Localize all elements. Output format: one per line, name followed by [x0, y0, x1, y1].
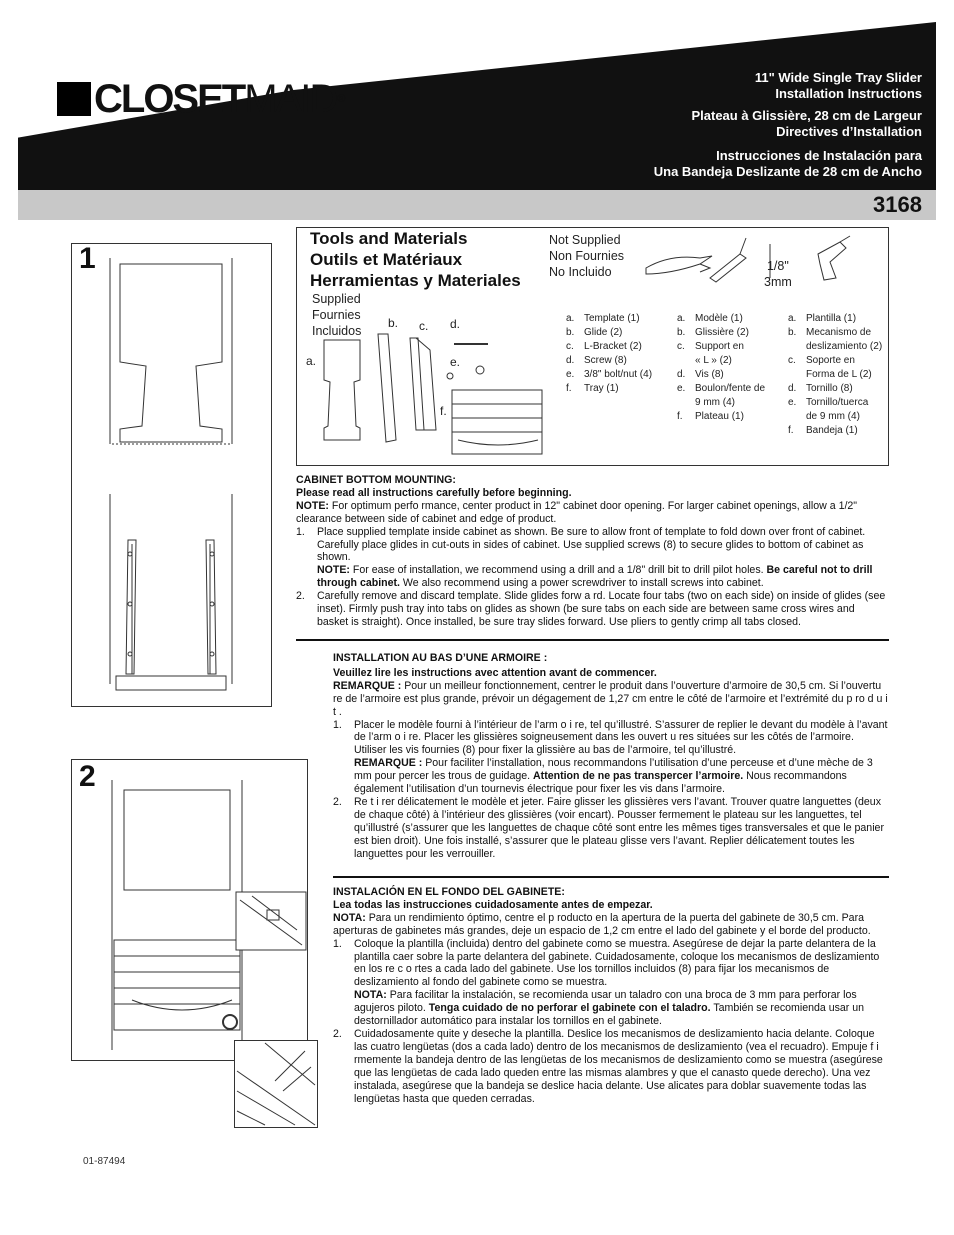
en-subheading: Please read all instructions carefully before beginning. — [296, 486, 572, 499]
tools-title-en: Tools and Materials — [310, 229, 468, 248]
list-item: « L » (2) — [695, 355, 732, 366]
figure-2-illustration — [72, 760, 307, 1060]
model-number: 3168 — [873, 192, 922, 217]
title-es-line1: Instrucciones de Instalación para — [716, 148, 922, 163]
fr-step-2: 2. Re t i rer délicatement le modèle et jeter. Faire glisser les glissières vers l’avant. Trouver quatre languettes (deux de chaque côté) à l’intérieur des glissières (voir encart). Pousser fermement le plateau sur les languettes, tel qu’illustré (s’assurer que les languettes de chaque côté sont entre les mêmes tiges transversales et que le panier est bien droit). Une fois installé, s’assurer que le plateau glisse vers l’avant. Replier délicatement toutes les languettes pour les verrouiller. — [333, 795, 884, 860]
list-item: b. Glide (2) — [566, 327, 623, 338]
section-divider — [296, 639, 889, 641]
list-item: de 9 mm (4) — [806, 411, 860, 422]
en-step-2: 2. Carefully remove and discard template. Slide glides forw a rd. Locate four tabs (two on each side) on inside of glides (see inset). Firmly push tray into tabs on glides as shown (be sure tabs on each side are between same cross wires and basket is straight). Once installed, be sure tray slides forward. Use pliers to gently crimp all tabs closed. — [296, 590, 886, 628]
figure-2-number: 2 — [79, 760, 96, 793]
part-letter-f: f. — [440, 404, 447, 418]
part-letter-a: a. — [306, 354, 317, 368]
fr-step-1-note: REMARQUE : Pour faciliter l’installation, nous recommandons l’utilisation d’une perceuse et d’une mèche de 3 mm pour percer les trous de guidage. Attention de ne pas transpercer l’armoire. Nous recommandons également l’utilisation d’un tournevis électrique pour fixer les vis dans l’armoire. — [354, 757, 873, 796]
title-fr-line2: Directives d’Installation — [776, 124, 922, 139]
power-drill-icon — [818, 242, 846, 280]
not-supplied-label — [549, 232, 624, 280]
supplied-en: Supplied — [312, 292, 361, 306]
drill-bit-size — [764, 258, 792, 290]
list-item: a. Template (1) — [566, 313, 640, 324]
figure-1-number: 1 — [79, 242, 96, 275]
tools-illustration — [640, 234, 870, 290]
title-english — [755, 70, 922, 102]
model-band — [18, 190, 936, 220]
list-item: 9 mm (4) — [695, 397, 735, 408]
list-item: e. Boulon/fente de — [677, 383, 766, 394]
logo-registered-mark: ® — [337, 93, 346, 105]
es-note: NOTA: Para un rendimiento óptimo, centre el p roducto en la apertura de la puerta del gabinete de 30,5 cm. Para aperturas de gabinetes más grandes, deje un espacio de 1,2 cm entre el lado del gabinete y el borde del producto. — [333, 911, 871, 937]
figure-2-frame — [71, 759, 308, 1061]
tools-title — [310, 228, 521, 291]
list-item: e. 3/8" bolt/nut (4) — [566, 369, 653, 380]
parts-list-es — [788, 312, 884, 438]
part-letter-c: c. — [419, 319, 429, 333]
fr-subheading: Veuillez lire les instructions avec attention avant de commencer. — [333, 666, 657, 679]
part-letter-b: b. — [388, 316, 399, 330]
list-item: c. Soporte en — [788, 355, 855, 366]
list-item: d. Vis (8) — [677, 369, 724, 380]
list-item: Forma de L (2) — [806, 369, 872, 380]
instructions-english — [296, 474, 888, 629]
title-en-line1: 11" Wide Single Tray Slider — [754, 70, 922, 85]
fr-note: REMARQUE : Pour un meilleur fonctionnement, centrer le produit dans l’ouverture d’armoire de 30,5 cm. Si l’ouvertu re de l’armoire est plus grande, prévoir un dégagement de 1,27 cm entre le côté de l’armoire et l’extrémité du p ro d u i t . — [333, 679, 888, 718]
glide-part — [378, 334, 396, 442]
l-bracket-part — [410, 338, 424, 430]
list-item: f. Plateau (1) — [677, 411, 744, 422]
list-item: b. Glissière (2) — [677, 327, 749, 338]
figure-1-illustration — [72, 244, 271, 706]
logo-word-maid: MAID — [244, 76, 337, 121]
fr-heading: INSTALLATION AU BAS D’UNE ARMOIRE : — [333, 652, 548, 664]
es-step-2: 2. Cuidadosamente quite y deseche la plantilla. Deslice los mecanismos de deslizamiento hacia delante. Coloque las cuatro lengüetas (dos a cada lado) dentro de los mecanismos de deslizamiento (vea el recuadro). Empuje f i rmemente la bandeja dentro de las lengüetas de los mecanismos de deslizamiento como se muestra (asegúrese que las lengüetas de cada lado queden entre las mismas alambres y que el canasto quede derecho). Una vez instalada, asegúrese que la bandeja se deslice hacia delante. Use alicates para doblar suavemente todas las lengüetas hasta que queden cerradas. — [333, 1027, 883, 1105]
en-note: NOTE: For optimum perfo rmance, center product in 12" cabinet door opening. For larger cabinet openings, allow a 1/2" clearance between side of cabinet and edge of product. — [296, 499, 858, 525]
list-item: f. Bandeja (1) — [788, 425, 858, 436]
es-step-1-note: NOTA: Para facilitar la instalación, se recomienda usar un taladro con una broca de 3 mm para perforar los agujeros piloto. Tenga cuidado de no perforar el gabinete con el taladro. También se recomienda usar un destornillador automático para instalar los tornillos en el gabinete. — [354, 989, 865, 1028]
list-item: e. Tornillo/tuerca — [788, 397, 869, 408]
bit-size-inch: 1/8" — [766, 259, 789, 273]
list-item: f. Tray (1) — [566, 383, 619, 394]
tools-title-es: Herramientas y Materiales — [310, 271, 521, 290]
es-heading: INSTALACIÓN EN EL FONDO DEL GABINETE: — [333, 886, 565, 898]
en-step-1-note: NOTE: For ease of installation, we recommend using a drill and a 1/8" drill bit to drill pilot holes. Be careful not to drill through cabinet. We also recommend using a power screwdriver to install screws into cabinet. — [317, 564, 873, 590]
title-es-line2: Una Bandeja Deslizante de 28 cm de Ancho — [653, 164, 922, 179]
inset-illustration — [235, 1041, 317, 1127]
not-supplied-fr: Non Fournies — [549, 249, 625, 263]
figure-1-frame — [71, 243, 272, 707]
title-french — [691, 108, 922, 140]
list-item: d. Screw (8) — [566, 355, 627, 366]
bolt-part — [447, 373, 453, 379]
instructions-french — [333, 652, 889, 861]
title-fr-line1: Plateau à Glissière, 28 cm de Largeur — [691, 108, 922, 123]
title-en-line2: Installation Instructions — [775, 86, 922, 101]
instructions-spanish — [333, 886, 889, 1105]
section-divider — [333, 876, 889, 878]
parts-illustration — [318, 330, 553, 460]
supplied-es: Incluidos — [312, 324, 362, 338]
list-item: b. Mecanismo de — [788, 327, 872, 338]
logo-square-icon — [57, 82, 91, 116]
list-item: d. Tornillo (8) — [788, 383, 853, 394]
not-supplied-es: No Incluido — [549, 265, 612, 279]
list-item: a. Plantilla (1) — [788, 313, 857, 324]
list-item: a. Modèle (1) — [677, 313, 743, 324]
parts-list-fr — [677, 312, 765, 424]
document-number: 01-87494 — [83, 1156, 126, 1167]
list-item: c. Support en — [677, 341, 744, 352]
es-step-1: 1. Coloque la plantilla (incluida) dentro del gabinete como se muestra. Asegúrese de dejar la parte delantera de la plantilla caer sobre la parte delantera del gabinete. Cuidadosamente, coloque los mecanismos de deslizamiento en los re c o rtes a cada lado del gabinete. Use los tornillos incluidos (8) para fijar los mecanismos de deslizamiento al fondo del gabinete como se muestra. — [333, 937, 880, 989]
logo-word-closet: CLOSET — [94, 76, 245, 121]
screwdriver-icon — [710, 254, 746, 282]
template-part — [324, 340, 360, 440]
figure-2-inset — [234, 1040, 318, 1128]
tools-title-fr: Outils et Matériaux — [310, 250, 463, 269]
list-item: c. L-Bracket (2) — [566, 341, 642, 352]
bit-size-mm: 3mm — [764, 275, 792, 289]
part-letter-d: d. — [450, 317, 461, 331]
supplied-fr: Fournies — [312, 308, 361, 322]
en-step-1: 1. Place supplied template inside cabinet as shown. Be sure to allow front of template to fold down over front of cabinet. Carefully place glides in cut-outs in sides of cabinet. Use supplied screws (8) to secure glides to bottom of cabinet as shown. — [296, 525, 866, 564]
part-letter-e: e. — [450, 355, 461, 369]
list-item: deslizamiento (2) — [806, 341, 883, 352]
es-subheading: Lea todas las instrucciones cuidadosamente antes de empezar. — [333, 898, 653, 911]
tray-part — [452, 390, 542, 454]
fr-step-1: 1. Placer le modèle fourni à l’intérieur de l’arm o i re, tel qu’illustré. S’assurer de replier le devant du modèle à l’avant de l’arm o i re. Placer les glissières soigneusement dans les ouvert u res situées sur les côtés de l’armoire. Utiliser les vis fournies (8) pour fixer la glissière au bas de l’armoire, tel qu’illustré. — [333, 718, 888, 757]
not-supplied-en: Not Supplied — [549, 233, 621, 247]
title-spanish — [654, 148, 922, 180]
en-heading: CABINET BOTTOM MOUNTING: — [296, 474, 456, 486]
parts-list-en — [566, 312, 652, 396]
closetmaid-logo — [57, 78, 345, 120]
